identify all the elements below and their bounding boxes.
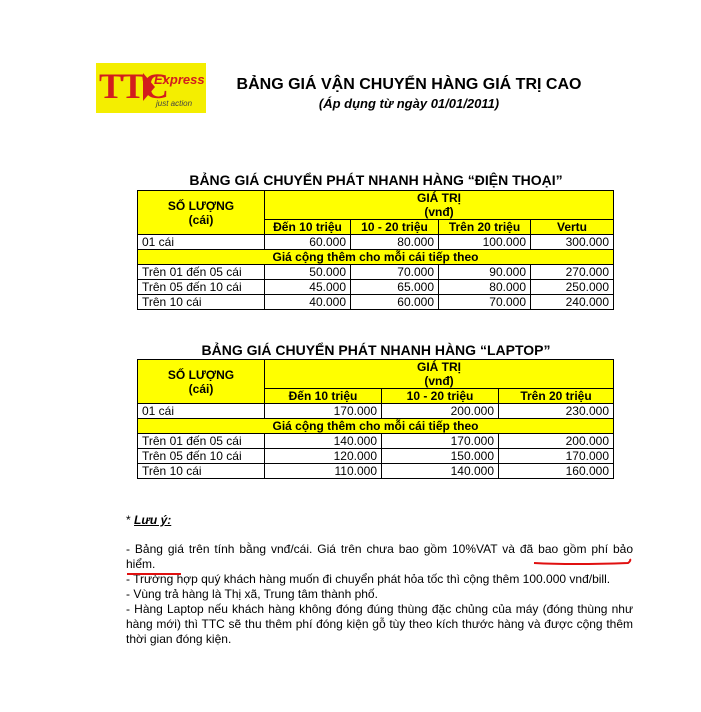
col-header: Vertu	[531, 220, 614, 235]
table-row	[138, 235, 614, 250]
row-label: Trên 10 cái	[138, 295, 265, 310]
logo-brand: TTC	[99, 66, 168, 106]
price-cell: 40.000	[265, 295, 351, 310]
note-item: - Hàng Laptop nếu khách hàng không đóng đúng thùng đặc chủng của máy (đóng thùng như hàng mới) thì TTC sẽ thu thêm phí đóng kiện gỗ tùy theo kích thước hàng và được cộng thêm thời gian đóng kiện.	[126, 602, 633, 646]
extra-price-header: Giá cộng thêm cho mỗi cái tiếp theo	[138, 419, 614, 434]
col-header: Trên 20 triệu	[439, 220, 531, 235]
qty-header-line1: SỐ LƯỢNG	[167, 367, 235, 382]
price-cell: 70.000	[439, 295, 531, 310]
value-header-line2: (vnđ)	[424, 205, 454, 219]
price-cell: 45.000	[265, 280, 351, 295]
price-cell: 200.000	[382, 404, 499, 419]
table-row	[138, 280, 614, 295]
phone-table-title: BẢNG GIÁ CHUYỂN PHÁT NHANH HÀNG “ĐIỆN THOẠI”	[189, 172, 563, 188]
row-label: Trên 05 đến 10 cái	[138, 280, 265, 295]
row-label: 01 cái	[138, 404, 265, 419]
row-label: Trên 10 cái	[138, 464, 265, 479]
price-cell: 110.000	[265, 464, 382, 479]
price-cell: 150.000	[382, 449, 499, 464]
qty-header	[138, 360, 265, 404]
col-header: 10 - 20 triệu	[351, 220, 439, 235]
price-cell: 140.000	[382, 464, 499, 479]
notes-label: Lưu ý:	[134, 513, 172, 527]
price-cell: 70.000	[351, 265, 439, 280]
price-cell: 170.000	[382, 434, 499, 449]
logo-tagline: just action	[156, 99, 193, 108]
qty-header-line2: (cái)	[188, 212, 214, 227]
value-header-line1: GIÁ TRỊ	[417, 191, 461, 205]
red-underline-annotation	[126, 571, 182, 577]
laptop-table-title: BẢNG GIÁ CHUYỂN PHÁT NHANH HÀNG “LAPTOP”	[201, 342, 551, 358]
price-cell: 250.000	[531, 280, 614, 295]
value-header-line2: (vnđ)	[424, 374, 454, 388]
price-cell: 60.000	[351, 295, 439, 310]
row-label: Trên 05 đến 10 cái	[138, 449, 265, 464]
qty-header	[138, 191, 265, 235]
value-header	[265, 191, 614, 220]
value-header	[265, 360, 614, 389]
price-cell: 120.000	[265, 449, 382, 464]
price-cell: 170.000	[265, 404, 382, 419]
col-header: 10 - 20 triệu	[382, 389, 499, 404]
col-header: Đến 10 triệu	[265, 389, 382, 404]
note-item: - Bảng giá trên tính bằng vnđ/cái. Giá trên chưa bao gồm 10%VAT và đã bao gồm phí bảo hiểm.	[126, 542, 633, 571]
price-cell: 50.000	[265, 265, 351, 280]
red-underline-annotation	[532, 558, 632, 568]
row-label: 01 cái	[138, 235, 265, 250]
price-cell: 80.000	[351, 235, 439, 250]
table-row	[138, 265, 614, 280]
price-cell: 230.000	[499, 404, 614, 419]
company-logo	[96, 63, 206, 113]
qty-header-line2: (cái)	[188, 381, 214, 396]
phone-price-table	[137, 190, 614, 310]
price-cell: 65.000	[351, 280, 439, 295]
note-item: - Trường hợp quý khách hàng muốn đi chuyển phát hỏa tốc thì cộng thêm 100.000 vnđ/bill.	[126, 572, 611, 586]
price-cell: 80.000	[439, 280, 531, 295]
qty-header-line1: SỐ LƯỢNG	[167, 198, 235, 213]
price-cell: 90.000	[439, 265, 531, 280]
value-header-line1: GIÁ TRỊ	[417, 360, 461, 374]
row-label: Trên 01 đến 05 cái	[138, 265, 265, 280]
notes-star: *	[126, 513, 135, 527]
logo-express: Express	[154, 72, 205, 87]
price-cell: 200.000	[499, 434, 614, 449]
price-cell: 140.000	[265, 434, 382, 449]
table-row	[138, 295, 614, 310]
notes-heading	[126, 513, 633, 528]
table-row	[138, 464, 614, 479]
notes-section	[126, 513, 633, 647]
note-item: - Vùng trả hàng là Thị xã, Trung tâm thành phố.	[126, 587, 378, 601]
col-header: Đến 10 triệu	[265, 220, 351, 235]
row-label: Trên 01 đến 05 cái	[138, 434, 265, 449]
price-cell: 160.000	[499, 464, 614, 479]
table-row	[138, 449, 614, 464]
page-title: BẢNG GIÁ VẬN CHUYỂN HÀNG GIÁ TRỊ CAO	[236, 76, 582, 93]
price-cell: 300.000	[531, 235, 614, 250]
price-cell: 270.000	[531, 265, 614, 280]
price-cell: 100.000	[439, 235, 531, 250]
table-row	[138, 404, 614, 419]
price-cell: 60.000	[265, 235, 351, 250]
extra-price-header: Giá cộng thêm cho mỗi cái tiếp theo	[138, 250, 614, 265]
table-row	[138, 434, 614, 449]
page-subtitle: (Áp dụng từ ngày 01/01/2011)	[318, 96, 500, 111]
col-header: Trên 20 triệu	[499, 389, 614, 404]
laptop-price-table	[137, 359, 614, 479]
price-cell: 240.000	[531, 295, 614, 310]
price-cell: 170.000	[499, 449, 614, 464]
